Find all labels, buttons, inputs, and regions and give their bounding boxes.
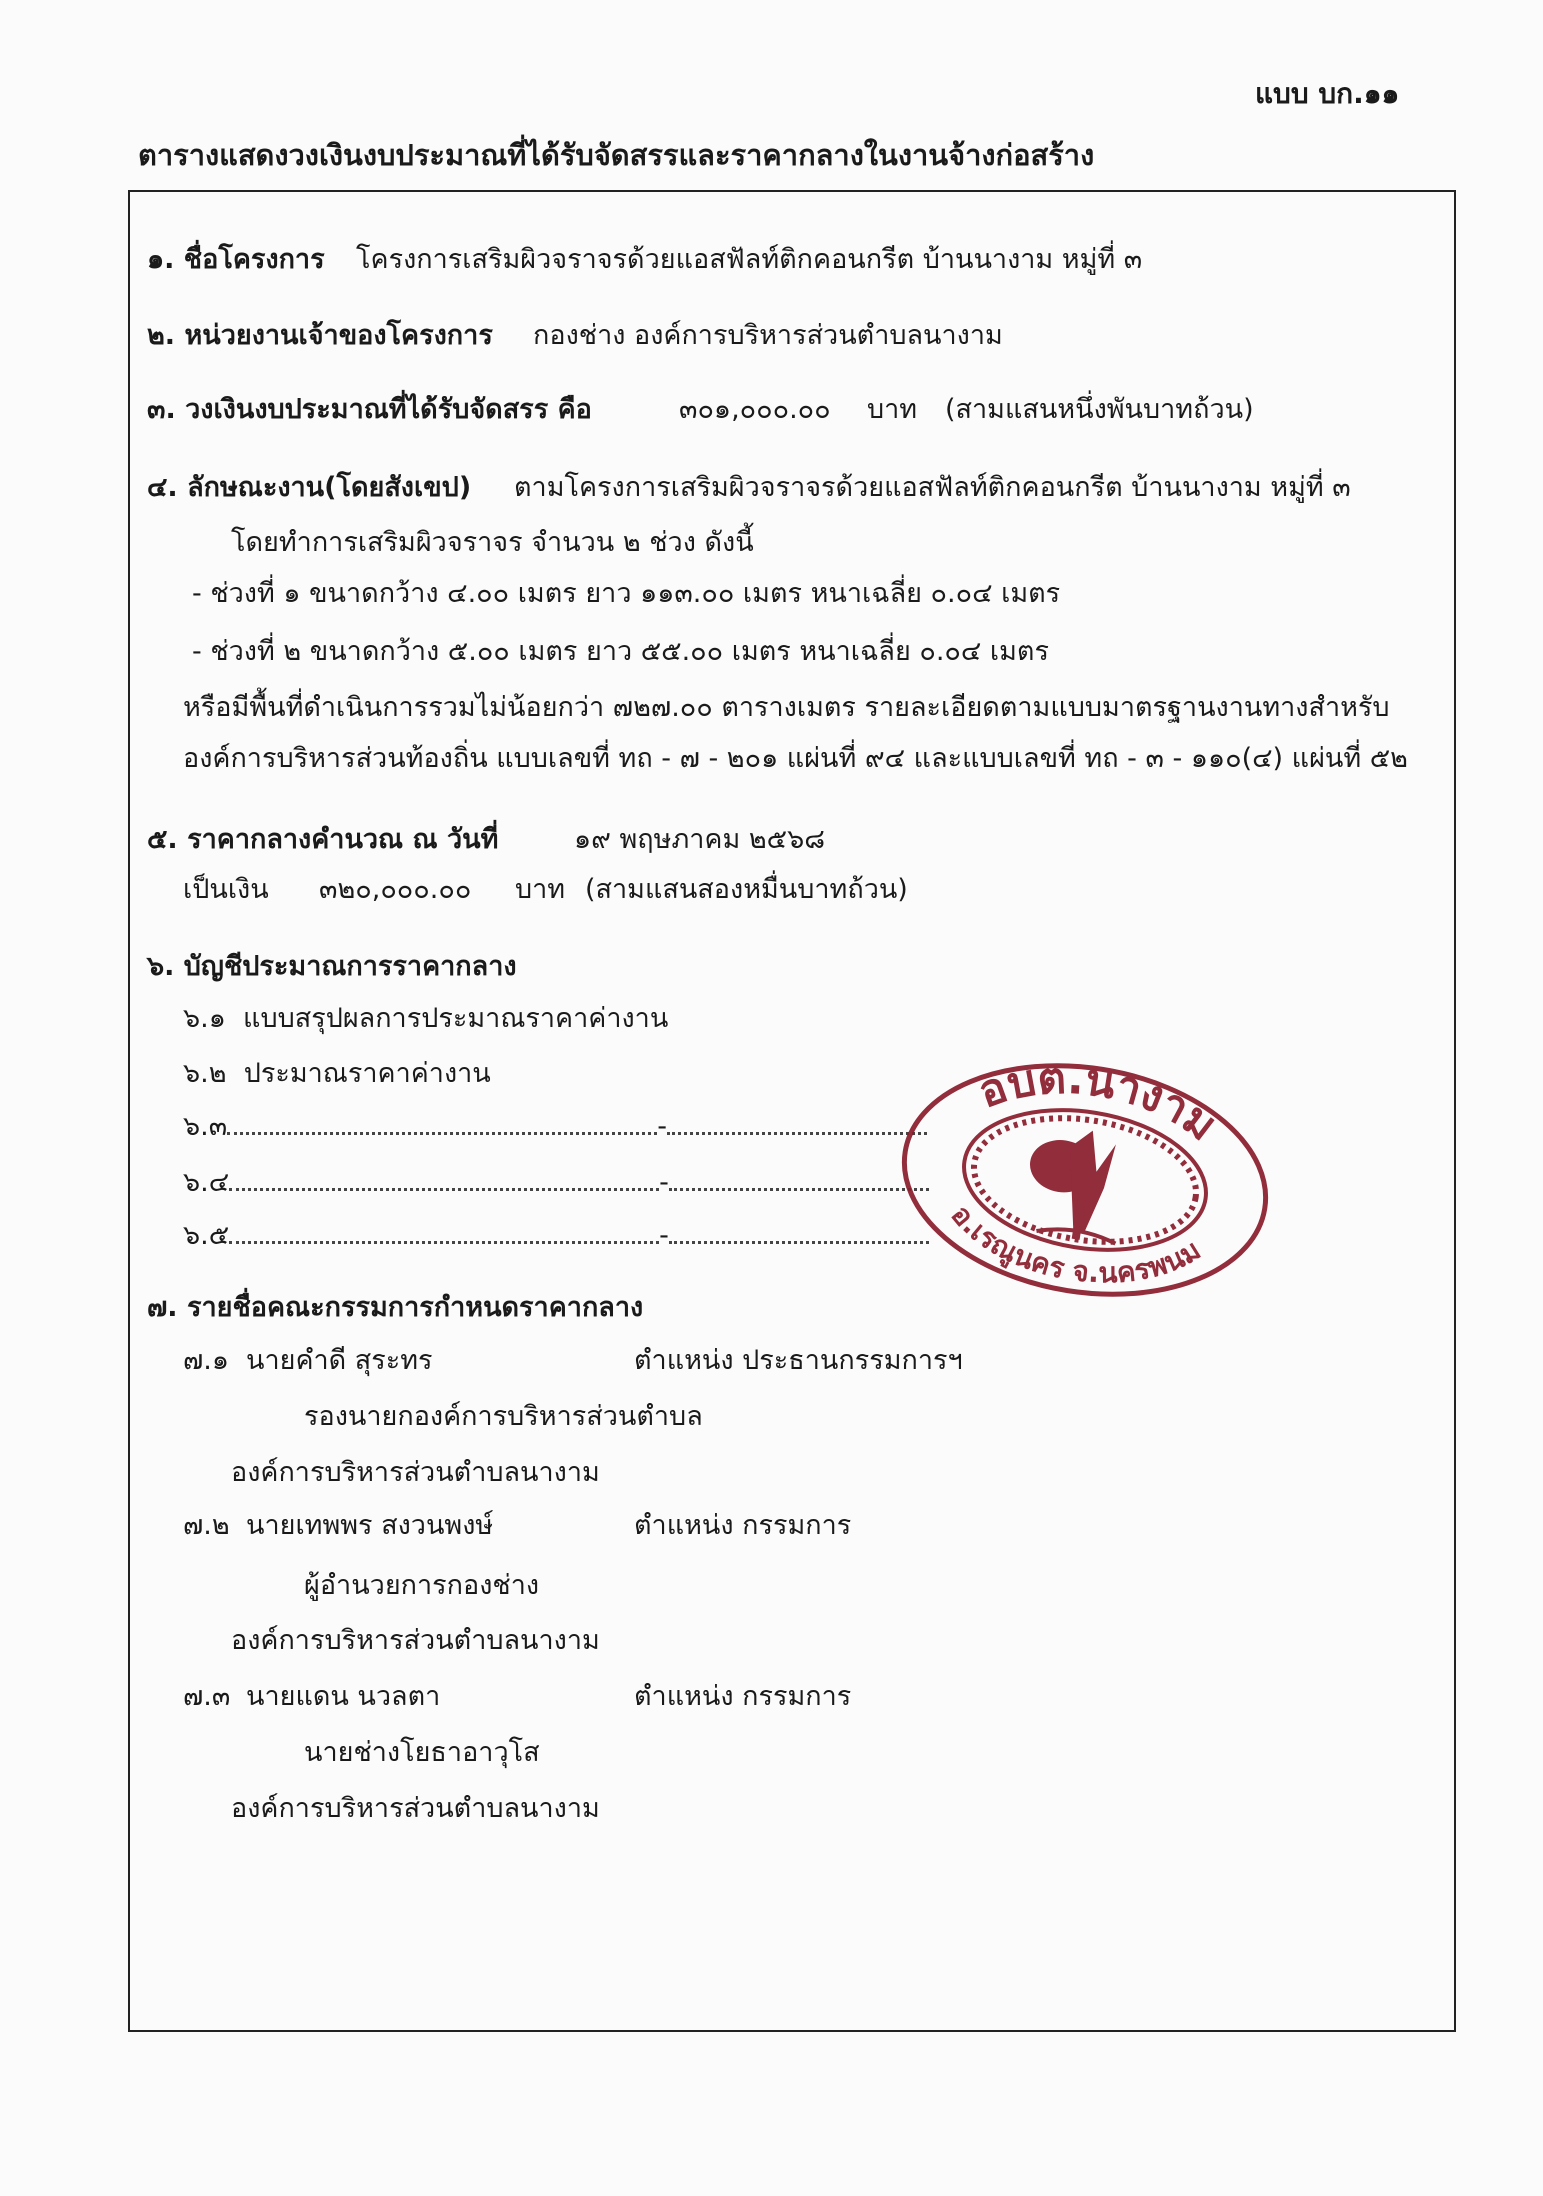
member-org: องค์การบริหารส่วนตำบลนางาม — [231, 1793, 600, 1824]
entry-number: ๖.๒ — [183, 1058, 227, 1089]
item5-unit: บาท — [515, 874, 566, 905]
item5-words: (สามแสนสองหมื่นบาทถ้วน) — [585, 874, 908, 905]
entry-number: ๖.๑ — [183, 1003, 226, 1034]
item4-area-line2: องค์การบริหารส่วนท้องถิ่น แบบเลขที่ ทถ - ๗ - ๒๐๑ แผ่นที่ ๙๔ และแบบเลขที่ ทถ - ๓ - ๑๑๐(๔) แผ่นที่ ๕๒ — [183, 743, 1408, 774]
member-position: ตำแหน่ง กรรมการ — [634, 1681, 852, 1712]
item2-value: กองช่าง องค์การบริหารส่วนตำบลนางาม — [533, 320, 1003, 351]
item5-date: ๑๙ พฤษภาคม ๒๕๖๘ — [574, 824, 826, 855]
entry-text: แบบสรุปผลการประมาณราคาค่างาน — [243, 1003, 669, 1034]
item6-entry — [183, 1001, 668, 1037]
item7-label: ๗. รายชื่อคณะกรรมการกำหนดราคากลาง — [147, 1292, 644, 1323]
member-number: ๗.๒ — [183, 1510, 230, 1541]
dotted-line — [667, 1132, 927, 1135]
member-name: นายคำดี สุระทร — [246, 1345, 433, 1376]
member-position: ตำแหน่ง กรรมการ — [634, 1510, 852, 1541]
item4-segment-1: - ช่วงที่ ๑ ขนาดกว้าง ๔.๐๐ เมตร ยาว ๑๑๓.๐๐ เมตร หนาเฉลี่ย ๐.๐๔ เมตร — [192, 578, 1061, 609]
item4-label: ๔. ลักษณะงาน(โดยสังเขป) — [147, 472, 472, 503]
entry-dash: - — [659, 1220, 669, 1251]
member-title: นายช่างโยธาอาวุโส — [304, 1737, 540, 1768]
item2-label: ๒. หน่วยงานเจ้าของโครงการ — [147, 320, 493, 351]
entry-number: ๖.๔ — [183, 1167, 230, 1198]
member-number: ๗.๓ — [183, 1681, 231, 1712]
item5-amount: ๓๒๐,๐๐๐.๐๐ — [319, 874, 472, 905]
member-org: องค์การบริหารส่วนตำบลนางาม — [231, 1625, 600, 1656]
stamp-bottom-text: อ.เรณูนคร จ.นครพนม — [944, 1198, 1207, 1290]
dotted-line — [227, 1132, 657, 1135]
entry-number: ๖.๕ — [183, 1220, 230, 1251]
member-org: องค์การบริหารส่วนตำบลนางาม — [231, 1457, 600, 1488]
item6-entry-blank — [183, 1165, 929, 1201]
member-position: ตำแหน่ง ประธานกรรมการฯ — [634, 1345, 963, 1376]
document-title: ตารางแสดงวงเงินงบประมาณที่ได้รับจัดสรรและราคากลางในงานจ้างก่อสร้าง — [138, 138, 1095, 172]
item3-label: ๓. วงเงินงบประมาณที่ได้รับจัดสรร คือ — [147, 394, 592, 425]
stamp-top-text: อบต.นางาม — [971, 1052, 1227, 1152]
member-name: นายแดน นวลตา — [246, 1681, 441, 1712]
item6-entry-blank — [183, 1218, 929, 1254]
item6-entry-blank — [183, 1109, 927, 1145]
item3-unit: บาท — [867, 394, 918, 425]
dotted-line — [229, 1188, 659, 1191]
item1-label: ๑. ชื่อโครงการ — [147, 244, 325, 275]
entry-number: ๖.๓ — [183, 1111, 228, 1142]
entry-dash: - — [659, 1167, 669, 1198]
member-title: ผู้อำนวยการกองช่าง — [304, 1570, 540, 1601]
item5-label: ๕. ราคากลางคำนวณ ณ วันที่ — [147, 824, 499, 855]
member-name: นายเทพพร สงวนพงษ์ — [246, 1510, 494, 1541]
member-title: รองนายกองค์การบริหารส่วนตำบล — [304, 1401, 703, 1432]
item1-value: โครงการเสริมผิวจราจรด้วยแอสฟัลท์ติกคอนกรีต บ้านนางาม หมู่ที่ ๓ — [356, 244, 1143, 275]
entry-dash: - — [657, 1111, 667, 1142]
item4-value: ตามโครงการเสริมผิวจราจรด้วยแอสฟัลท์ติกคอนกรีต บ้านนางาม หมู่ที่ ๓ — [514, 472, 1351, 503]
item3-amount: ๓๐๑,๐๐๐.๐๐ — [679, 394, 831, 425]
plant-emblem-icon — [1019, 1122, 1132, 1246]
item6-entry — [183, 1056, 491, 1092]
item4-segment-2: - ช่วงที่ ๒ ขนาดกว้าง ๕.๐๐ เมตร ยาว ๕๕.๐๐ เมตร หนาเฉลี่ย ๐.๐๔ เมตร — [192, 636, 1049, 667]
dotted-line — [229, 1241, 659, 1244]
item4-intro: โดยทำการเสริมผิวจราจร จำนวน ๒ ช่วง ดังนี้ — [231, 527, 754, 558]
form-code: แบบ บก.๑๑ — [1255, 77, 1400, 110]
member-number: ๗.๑ — [183, 1345, 230, 1376]
entry-text: ประมาณราคาค่างาน — [243, 1058, 491, 1089]
item6-label: ๖. บัญชีประมาณการราคากลาง — [147, 951, 517, 982]
item5-amount-label: เป็นเงิน — [183, 874, 269, 905]
item3-words: (สามแสนหนึ่งพันบาทถ้วน) — [945, 394, 1254, 425]
item4-area-line1: หรือมีพื้นที่ดำเนินการรวมไม่น้อยกว่า ๗๒๗.๐๐ ตารางเมตร รายละเอียดตามแบบมาตรฐานงานทางสำหรับ — [183, 692, 1390, 723]
